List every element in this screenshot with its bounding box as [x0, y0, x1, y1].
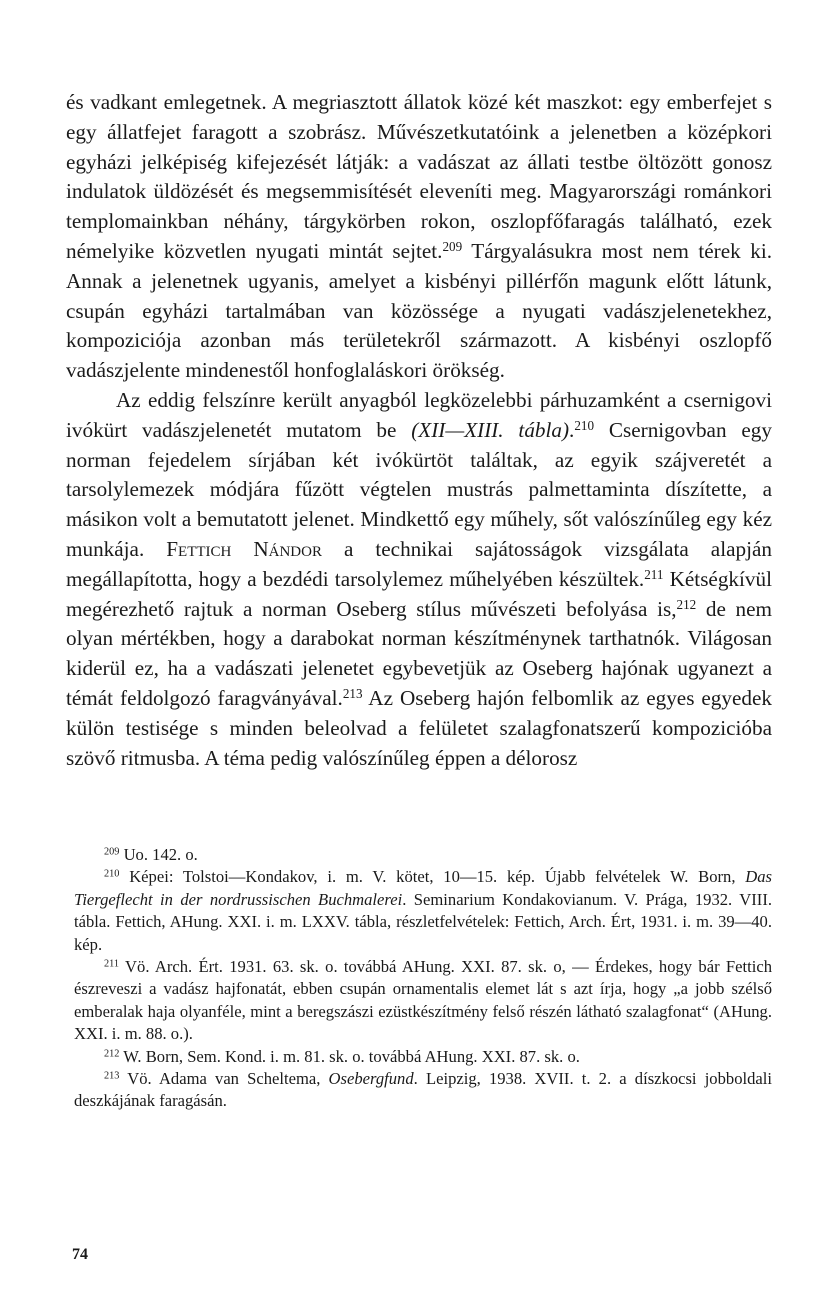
paragraph-2-text-e: Kétségkívül megérezhető rajtuk a norman Oseberg stílus művészeti befolyása is,	[66, 566, 772, 621]
footnote-text-a: Vö. Adama van Scheltema,	[119, 1069, 329, 1089]
footnote-ref-210: 210	[574, 417, 595, 433]
footnote-number: 213	[104, 1070, 120, 1082]
paragraph-2-text-f: de nem olyan mértékben, hogy a darabokat norman készítménynek tarthatnók. Világosan kiderül ez, ha a vadászati jelenetet egybevetjük az Oseberg hajónak ugyanezt a témát feldolgozó faragványával.	[66, 596, 772, 710]
footnote-ref-209: 209	[442, 238, 463, 254]
footnotes	[74, 844, 772, 1113]
footnote-text-b: . Seminarium Kondakovianum. V. Prága, 1932. VIII. tábla. Fettich, AHung. XXI. i. m. LXXV. tábla, részletfelvételek: Fettich, Arch. Ért, 1931. i. m. 39—40. kép.	[74, 889, 772, 954]
cited-title: Osebergfund	[328, 1069, 414, 1089]
paragraph-2-text-a: Az eddig felszínre került anyagból legközelebbi párhuzamként a csernigovi ivókürt vadászjelenetét mutatom be	[66, 387, 772, 442]
footnote-text-b: . Leipzig, 1938. XVII. t. 2. a díszkocsi jobboldali deszkájának faragásán.	[74, 1069, 772, 1111]
paragraph-2	[66, 386, 772, 773]
paragraph-2-text-g: Az Oseberg hajón felbomlik az egyes egyedek külön testisége s minden beleolvad a felületet szalagfonatszerű kompozicióba szövő ritmusba. A téma pedig valószínűleg éppen a délorosz	[66, 685, 772, 770]
paragraph-2-text-b: .	[569, 417, 575, 442]
plate-reference: (XII—XIII. tábla)	[411, 417, 570, 442]
footnote-ref-212: 212	[676, 596, 697, 612]
footnote-ref-213: 213	[342, 685, 363, 701]
footnote-211	[74, 956, 772, 1046]
footnote-209	[74, 844, 772, 866]
footnote-text: Uo. 142. o.	[119, 845, 198, 864]
paragraph-1	[66, 88, 772, 386]
footnote-number: 212	[104, 1048, 120, 1059]
footnote-number: 210	[104, 868, 120, 880]
paragraph-1-text-a: és vadkant emlegetnek. A megriasztott állatok közé két maszkot: egy emberfejet s egy állatfejet faragott a szobrász. Művészetkutatóink a jelenetben a középkori egyházi jelképiség kifejezését látják: a vadászat az állati testbe öltözött gonosz indulatok üldözését és megsemmisítését eleveníti meg. Magyarországi románkori templomainkban néhány, tárgykörben rokon, oszlopfőfaragás található, ezek némelyike közvetlen nyugati mintát sejtet.	[66, 90, 772, 263]
footnote-text: W. Born, Sem. Kond. i. m. 81. sk. o. továbbá AHung. XXI. 87. sk. o.	[119, 1046, 580, 1066]
footnote-number: 209	[104, 846, 120, 858]
page-number: 74	[72, 1246, 88, 1263]
author-name: Fettich Nándor	[166, 536, 322, 561]
main-text	[66, 88, 772, 773]
footnote-212	[74, 1046, 772, 1068]
footnote-210	[74, 866, 772, 956]
footnote-number: 211	[104, 958, 120, 970]
footnote-text: Vö. Arch. Ért. 1931. 63. sk. o. továbbá AHung. XXI. 87. sk. o, — Érdekes, hogy bár Fettich észreveszi a vadász hajfonatát, ebben csupán ornamentalis elemet lát s azt írja, hogy „a jobb szélső emberalak haja olyanféle, mint a beregszászi ezüstkészítmény felső részén látható szalagfonat“ (AHung. XXI. i. m. 88. o.).	[74, 957, 772, 1044]
footnote-text-a: Képei: Tolstoi—Kondakov, i. m. V. kötet, 10—15. kép. Újabb felvételek W. Born,	[119, 867, 746, 887]
footnote-213	[74, 1068, 772, 1113]
paragraph-2-text-d: a technikai sajátosságok vizsgálata alapján megállapította, hogy a bezdédi tarsolylemez műhelyében készültek.	[66, 536, 772, 591]
paragraph-2-text-c: Csernigovban egy norman fejedelem sírjában két ivókürtöt találtak, az egyik szájveretét a tarsolylemezek módjára fűzött végtelen mustrás palmettaminta díszítette, a másikon volt a bemutatott jelenet. Mindkettő egy műhely, sőt valószínűleg egy kéz munkája.	[66, 417, 772, 561]
cited-title: Das Tiergeflecht in der nordrussischen Buchmalerei	[74, 867, 772, 909]
paragraph-1-text-b: Tárgyalásukra most nem térek ki. Annak a jelenetnek ugyanis, amelyet a kisbényi pillérfőn magunk előtt látunk, csupán egyházi tartalmában van közössége a nyugati vadászjelenetekhez, kompoziciója azonban más területekről származott. A kisbényi oszlopfő vadászjelente mindenestől honfoglaláskori örökség.	[66, 238, 772, 383]
footnote-ref-211: 211	[644, 566, 664, 582]
